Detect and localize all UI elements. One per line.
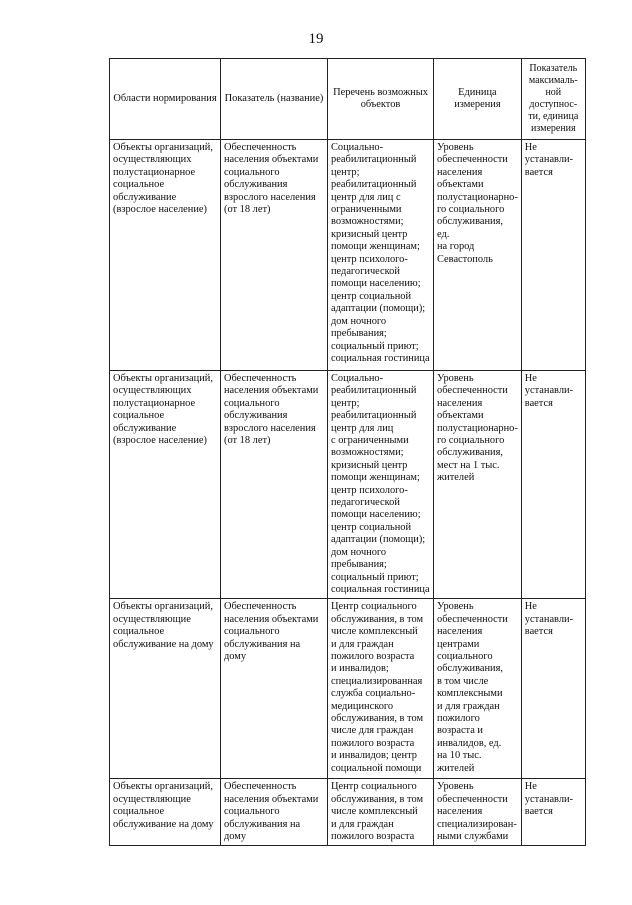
cell-indicator: Обеспеченность населения объектами социального обслуживания взрослого населения (от 18 лет) (221, 371, 328, 599)
header-max-accessibility: Показатель максималь- ной доступнос- ти, единица измерения (521, 59, 585, 140)
norms-table (109, 58, 586, 846)
cell-max: Не устанавли- вается (521, 371, 585, 599)
cell-unit: Уровень обеспеченности населения объектами полустационарно- го социального обслуживания, ед. на город Севастополь (434, 140, 522, 371)
page-number: 19 (308, 31, 324, 47)
table-row (110, 371, 586, 599)
cell-unit: Уровень обеспеченности населения объектами полустационарно- го социального обслуживания, мест на 1 тыс. жителей (434, 371, 522, 599)
cell-objects: Центр социального обслуживания, в том числе комплексный и для граждан пожилого возраста и инвалидов; специализированная служба социально- медицинского обслуживания, в том числе для граждан пожилого возраста и инвалидов; центр социальной помощи (328, 599, 434, 779)
cell-max: Не устанавли- вается (521, 140, 585, 371)
cell-indicator: Обеспеченность населения объектами социального обслуживания на дому (221, 599, 328, 779)
table-header-row (110, 59, 586, 140)
cell-objects: Центр социального обслуживания, в том числе комплексный и для граждан пожилого возраста (328, 779, 434, 846)
cell-indicator: Обеспеченность населения объектами социального обслуживания на дому (221, 779, 328, 846)
cell-max: Не устанавли- вается (521, 599, 585, 779)
cell-area: Объекты организаций, осуществляющие социальное обслуживание на дому (110, 599, 221, 779)
header-objects: Перечень возможных объектов (328, 59, 434, 140)
table-row (110, 779, 586, 846)
header-unit: Единица измерения (434, 59, 522, 140)
cell-objects: Социально- реабилитационный центр; реабилитационный центр для лиц с ограниченными возможностями; кризисный центр помощи женщинам; центр психолого- педагогической помощи населению; центр социальной адаптации (помощи); дом ночного пребывания; социальный приют; социальная гостиница (328, 140, 434, 371)
cell-objects: Социально- реабилитационный центр; реабилитационный центр для лиц с ограниченными возможностями; кризисный центр помощи женщинам; центр психолого- педагогической помощи населению; центр социальной адаптации (помощи); дом ночного пребывания; социальный приют; социальная гостиница (328, 371, 434, 599)
cell-area: Объекты организаций, осуществляющих полустационарное социальное обслуживание (взрослое население) (110, 371, 221, 599)
cell-max: Не устанавли- вается (521, 779, 585, 846)
cell-indicator: Обеспеченность населения объектами социального обслуживания взрослого населения (от 18 лет) (221, 140, 328, 371)
cell-area: Объекты организаций, осуществляющих полустационарное социальное обслуживание (взрослое население) (110, 140, 221, 371)
cell-area: Объекты организаций, осуществляющие социальное обслуживание на дому (110, 779, 221, 846)
header-area: Области нормирования (110, 59, 221, 140)
cell-unit: Уровень обеспеченности населения центрами социального обслуживания, в том числе комплексными и для граждан пожилого возраста и инвалидов, ед. на 10 тыс. жителей (434, 599, 522, 779)
cell-unit: Уровень обеспеченности населения специализирован- ными службами (434, 779, 522, 846)
table-row (110, 140, 586, 371)
header-indicator: Показатель (название) (221, 59, 328, 140)
table-row (110, 599, 586, 779)
